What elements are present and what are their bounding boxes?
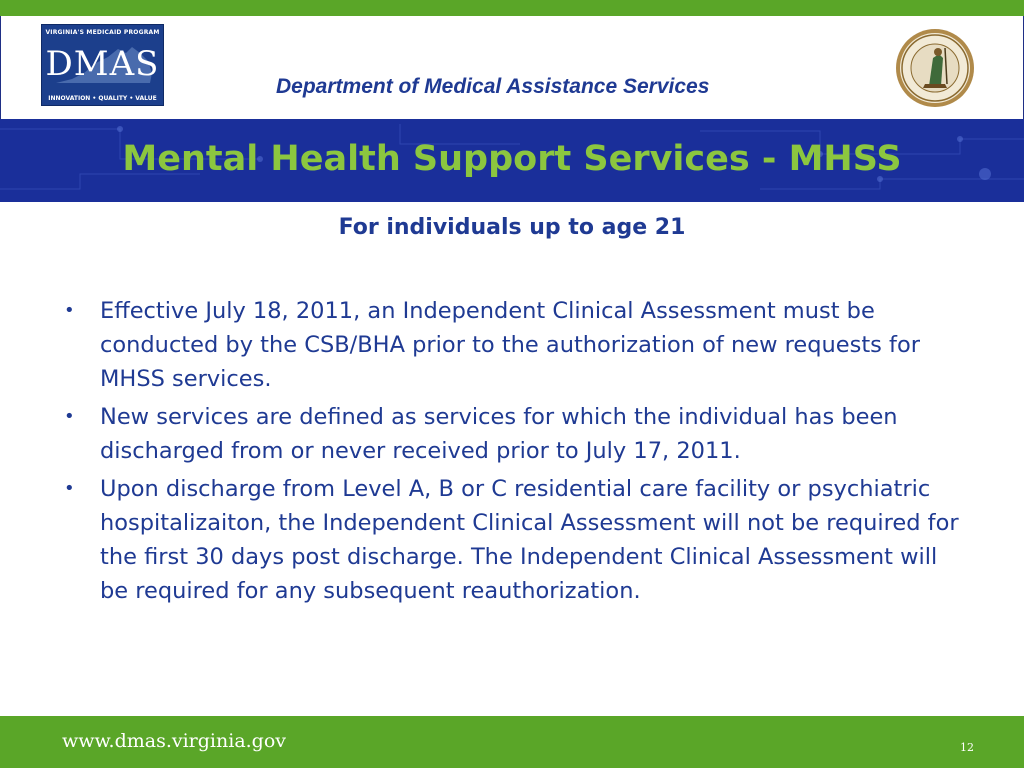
- logo-wordmark: DMAS: [45, 44, 160, 84]
- bullet-marker: •: [64, 300, 75, 321]
- logo-top-text: VIRGINIA'S MEDICAID PROGRAM: [45, 29, 160, 36]
- department-title: Department of Medical Assistance Services: [276, 75, 710, 98]
- bullet-list: [60, 294, 970, 612]
- bullet-item: [60, 400, 970, 468]
- top-accent-bar: [0, 0, 1024, 16]
- logo-tagline: INNOVATION • QUALITY • VALUE: [48, 95, 157, 102]
- bullet-text: Upon discharge from Level A, B or C residential care facility or psychiatric hospitalizaiton, the Independent Clinical Assessment will not be required for the first 30 days post discharge. The Independent Clinical Assessment will be required for any subsequent reauthorization.: [100, 476, 959, 604]
- bullet-item: [60, 472, 970, 608]
- slide-subtitle: For individuals up to age 21: [338, 215, 686, 240]
- slide-footer: [0, 716, 1024, 768]
- slide-title: Mental Health Support Services - MHSS: [122, 139, 902, 179]
- bullet-text: Effective July 18, 2011, an Independent Clinical Assessment must be conducted by the CSB/BHA prior to the authorization of new requests for MHSS services.: [100, 298, 920, 392]
- page-number: 12: [960, 741, 974, 754]
- title-banner: [0, 119, 1024, 202]
- bullet-item: [60, 294, 970, 396]
- virginia-state-seal-icon: [895, 28, 975, 108]
- dmas-logo: [41, 24, 164, 106]
- bullet-marker: •: [64, 406, 75, 427]
- bullet-text: New services are defined as services for which the individual has been discharged from or never received prior to July 17, 2011.: [100, 404, 898, 464]
- bullet-marker: •: [64, 478, 75, 499]
- website-url: www.dmas.virginia.gov: [62, 730, 287, 752]
